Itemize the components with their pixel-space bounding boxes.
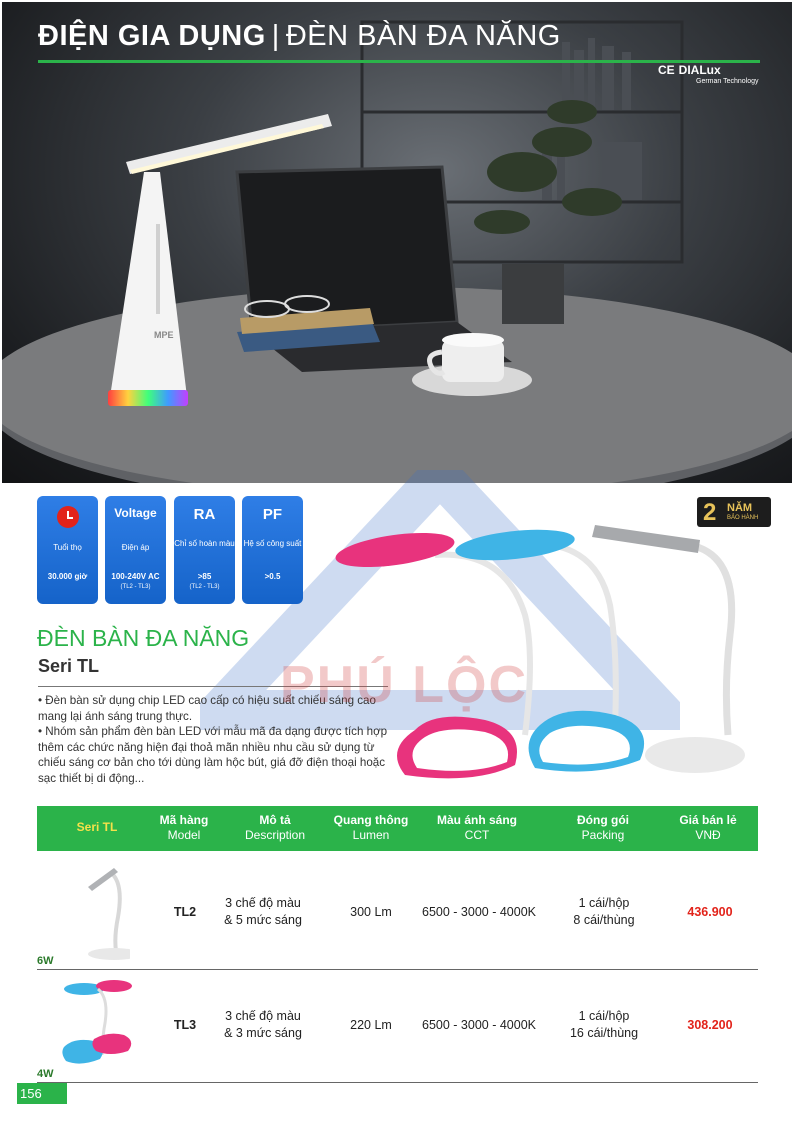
tl2-packing: 1 cái/hộp 8 cái/thùng: [573, 896, 635, 927]
ra-icon: RA: [193, 506, 216, 523]
spec-power-factor: [242, 496, 303, 604]
tl2-cct: 6500 - 3000 - 4000K: [422, 905, 536, 919]
german-technology-label: German Technology: [696, 78, 759, 85]
table-row-divider: [37, 1082, 758, 1083]
tl3-packing: 1 cái/hộp 16 cái/thùng: [569, 1009, 639, 1040]
title-bold: ĐIỆN GIA DỤNG: [38, 20, 266, 52]
brand-watermark: PHÚ LỘC: [280, 656, 528, 714]
spec-color-rendering: [174, 496, 235, 604]
spec-label: Chỉ số hoàn màu: [174, 539, 235, 548]
ce-mark: CE: [658, 63, 675, 77]
spec-lifetime: [37, 496, 98, 604]
tl3-description: 3 chế độ màu & 3 mức sáng: [224, 1009, 302, 1040]
page-title: [38, 20, 561, 53]
header-description: Mô tả Description: [244, 813, 306, 842]
series-title: Seri TL: [38, 656, 100, 676]
spec-table-header: [37, 806, 758, 851]
header-series: Seri TL: [76, 820, 118, 834]
description-bullet: • Đèn bàn sử dụng chip LED cao cấp có hiệu suất chiếu sáng cao mang lại ánh sáng trung thực.: [38, 694, 376, 723]
tl2-description: 3 chế độ màu & 5 mức sáng: [224, 896, 302, 927]
title-subtitle: ĐÈN BÀN ĐA NĂNG: [285, 20, 561, 52]
spec-label: Điện áp: [121, 543, 150, 552]
svg-text:MPE: MPE: [154, 330, 174, 340]
tl3-lumen: 220 Lm: [350, 1018, 392, 1032]
header-packing: Đóng gói Packing: [577, 813, 629, 842]
spec-value: >85 (TL2 - TL3): [189, 572, 220, 590]
pf-icon: PF: [262, 506, 283, 523]
header-price: Giá bán lẻ VNĐ: [679, 813, 737, 842]
tl3-wattage: 4W: [37, 1068, 54, 1080]
tl3-model: TL3: [173, 1018, 197, 1032]
header-model: Mã hàng Model: [159, 813, 209, 842]
tl3-lamp-thumbnail: [58, 975, 138, 1070]
tl2-model: TL2: [173, 905, 197, 919]
tl2-wattage: 6W: [37, 955, 54, 967]
voltage-icon: Voltage: [114, 506, 157, 520]
hero-photo: [2, 2, 792, 483]
title-separator: |: [271, 20, 280, 52]
tl2-lumen: 300 Lm: [350, 905, 392, 919]
spec-value: >0.5: [264, 572, 281, 581]
spec-value: 100-240V AC (TL2 - TL3): [111, 572, 160, 590]
certification-logos: [658, 63, 759, 86]
spec-label: Hệ số công suất: [243, 539, 302, 548]
header-cct: Màu ánh sáng CCT: [436, 813, 517, 842]
header-lumen: Quang thông Lumen: [333, 813, 409, 842]
spec-label: Tuổi thọ: [53, 543, 82, 552]
tl2-price: 436.900: [687, 905, 733, 919]
tl3-cct: 6500 - 3000 - 4000K: [422, 1018, 536, 1032]
warranty-badge: 2 NĂM BẢO HÀNH: [697, 497, 771, 527]
spec-voltage: [105, 496, 166, 604]
clock-icon: [57, 506, 79, 528]
dialux-logo: DIALux: [678, 63, 721, 77]
potted-plant: [474, 100, 622, 234]
description-bullet: • Nhóm sản phẩm đèn bàn LED với mẫu mã đa dạng được tích hợp thêm các chức năng hiện đại thoả mãn nhiều nhu cầu sử dụng từ chiếu sáng cơ bản cho tới dùng làm hộc bút, giá đỡ điện thoại hoặc sạc thiết bị di động...: [38, 725, 388, 785]
table-row-divider: [37, 969, 758, 970]
spec-value: 30.000 giờ: [47, 572, 88, 581]
page-number: 156: [17, 1083, 67, 1104]
product-title: ĐÈN BÀN ĐA NĂNG: [37, 625, 250, 651]
tl3-price: 308.200: [687, 1018, 733, 1032]
tl2-lamp-thumbnail: [70, 862, 130, 962]
title-underline: [38, 60, 760, 63]
